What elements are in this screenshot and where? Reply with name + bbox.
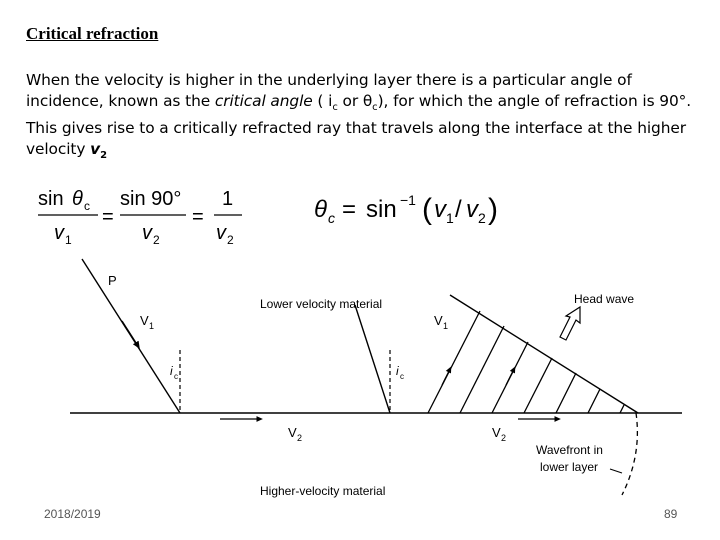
- label-p: P: [108, 273, 117, 288]
- eq2-sub-c: c: [328, 210, 335, 226]
- v2-symbol: v: [90, 139, 101, 158]
- para-sub-c1: c: [332, 101, 338, 113]
- para-part-1: When the velocity is higher in the underlying layer there is a particular angle of incidence, known as the: [26, 71, 632, 110]
- eq1-v2-sub: 2: [153, 233, 160, 247]
- snell-equation: [36, 183, 256, 251]
- eq2-v1-sub: 1: [446, 210, 454, 226]
- para-part-4: ), for which the angle of refraction is 90°. This gives rise to a critically refracted ray that travels along the interface at the higher velocity: [26, 91, 692, 158]
- label-v2-right-sub: 2: [501, 433, 507, 443]
- para-sub-c2: c: [372, 101, 378, 113]
- eq1-equals-1: =: [102, 206, 114, 228]
- critical-angle-equation: [312, 185, 512, 235]
- eq2-v2: v: [466, 196, 478, 223]
- description-paragraph: [26, 70, 696, 167]
- eq2-sin: sin: [366, 196, 397, 223]
- label-ic-left-sub: c: [174, 372, 178, 381]
- eq1-v2: v: [142, 222, 152, 244]
- label-v1-left: V: [140, 313, 149, 328]
- label-v2-left: V: [288, 425, 297, 440]
- eq1-sin90: sin 90°: [120, 188, 182, 210]
- eq1-sub-c: c: [84, 199, 90, 213]
- label-v1-right: V: [434, 313, 443, 328]
- eq2-theta: θ: [314, 196, 328, 223]
- label-ic-left: i: [170, 364, 173, 378]
- eq1-sin: sin: [38, 188, 64, 210]
- incident-ray-right: [355, 305, 390, 413]
- label-wavefront-1: Wavefront in: [536, 443, 603, 457]
- label-v1-left-sub: 1: [149, 321, 155, 331]
- eq1-equals-2: =: [192, 206, 204, 228]
- label-lower-velocity: Lower velocity material: [260, 297, 383, 311]
- eq2-slash: /: [455, 196, 462, 223]
- eq2-v1: v: [434, 196, 446, 223]
- head-wave-front: [450, 295, 638, 413]
- eq2-open-paren: (: [422, 193, 432, 226]
- wavefront-leader: [610, 469, 622, 473]
- para-part-2: ( i: [312, 91, 333, 110]
- incident-ray-arrow: [122, 321, 138, 346]
- eq1-v1: v: [54, 222, 64, 244]
- eq1-v2b: v: [216, 222, 226, 244]
- critical-refraction-diagram: [70, 255, 690, 505]
- eq1-v1-sub: 1: [65, 233, 72, 247]
- head-wave-rays: [428, 311, 624, 413]
- eq1-v2b-sub: 2: [227, 233, 234, 247]
- label-v2-right: V: [492, 425, 501, 440]
- slide-title: Critical refraction: [26, 24, 159, 43]
- label-ic-right: i: [396, 364, 399, 378]
- eq2-minus1: −1: [400, 192, 416, 208]
- eq2-equals: =: [342, 196, 357, 223]
- label-v1-right-sub: 1: [443, 321, 449, 331]
- eq2-v2-sub: 2: [478, 210, 486, 226]
- eq1-one: 1: [222, 188, 234, 210]
- eq2-close-paren: ): [488, 193, 498, 226]
- critical-angle-term: critical angle: [214, 91, 313, 110]
- lower-layer-wavefront: [622, 413, 637, 495]
- label-v2-left-sub: 2: [297, 433, 303, 443]
- eq1-theta: θ: [72, 188, 83, 210]
- head-wave-arrow-icon: [560, 307, 580, 340]
- label-wavefront-2: lower layer: [540, 460, 599, 474]
- label-head-wave: Head wave: [574, 292, 635, 306]
- page-number: 89: [664, 507, 678, 521]
- v2-subscript: 2: [100, 149, 107, 161]
- label-higher-velocity: Higher-velocity material: [260, 484, 386, 498]
- para-part-3: or θ: [337, 91, 373, 110]
- footer-date: 2018/2019: [44, 507, 101, 521]
- label-ic-right-sub: c: [400, 372, 404, 381]
